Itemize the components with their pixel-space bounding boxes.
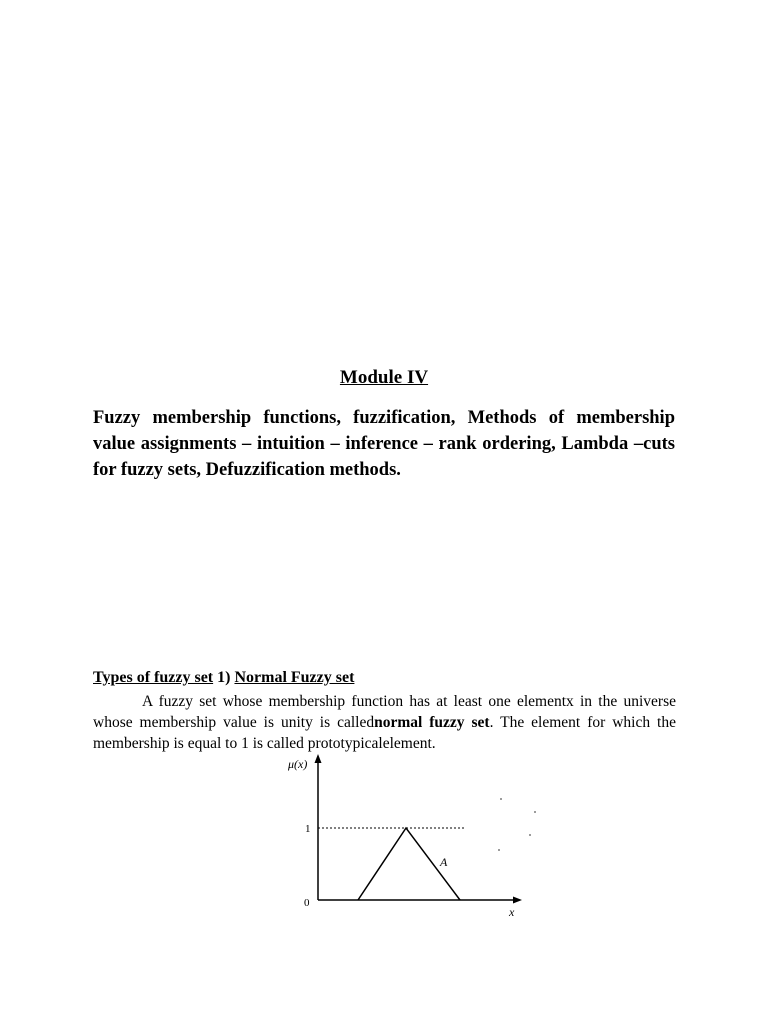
membership-function-figure [270,750,550,930]
x-axis-arrow [513,897,522,904]
section-heading [93,669,354,687]
scan-speck [498,849,500,851]
syllabus-topics: Fuzzy membership functions, fuzzification, Methods of membership value assignments – intuition – inference – rank ordering, Lambda –cuts for fuzzy sets, Defuzzification methods. [93,408,675,480]
section-heading-prefix: Types of fuzzy set [93,669,214,686]
module-title: Module IV [339,367,429,388]
x-axis-label: x [509,905,515,919]
y-axis-arrow [315,754,322,763]
tick-label-one: 1 [305,823,311,835]
scan-speck [500,798,502,800]
scan-speck [534,811,536,813]
curve-label: A [440,855,448,869]
definition-text-2: . The element for which the membership is equal to 1 is called prototypicalelement. [93,714,676,752]
scan-speck [529,834,531,836]
section-heading-number: 1) [213,669,235,686]
section-heading-title: Normal Fuzzy set [234,669,355,686]
definition-text-1: A fuzzy set whose membership function has at least one elementx in the universe whose membership value is unity is called [93,693,676,731]
definition-paragraph [93,691,676,754]
y-axis-label: μ(x) [288,757,308,771]
tick-label-zero: 0 [304,897,310,909]
definition-term: normal fuzzy set [374,714,490,731]
